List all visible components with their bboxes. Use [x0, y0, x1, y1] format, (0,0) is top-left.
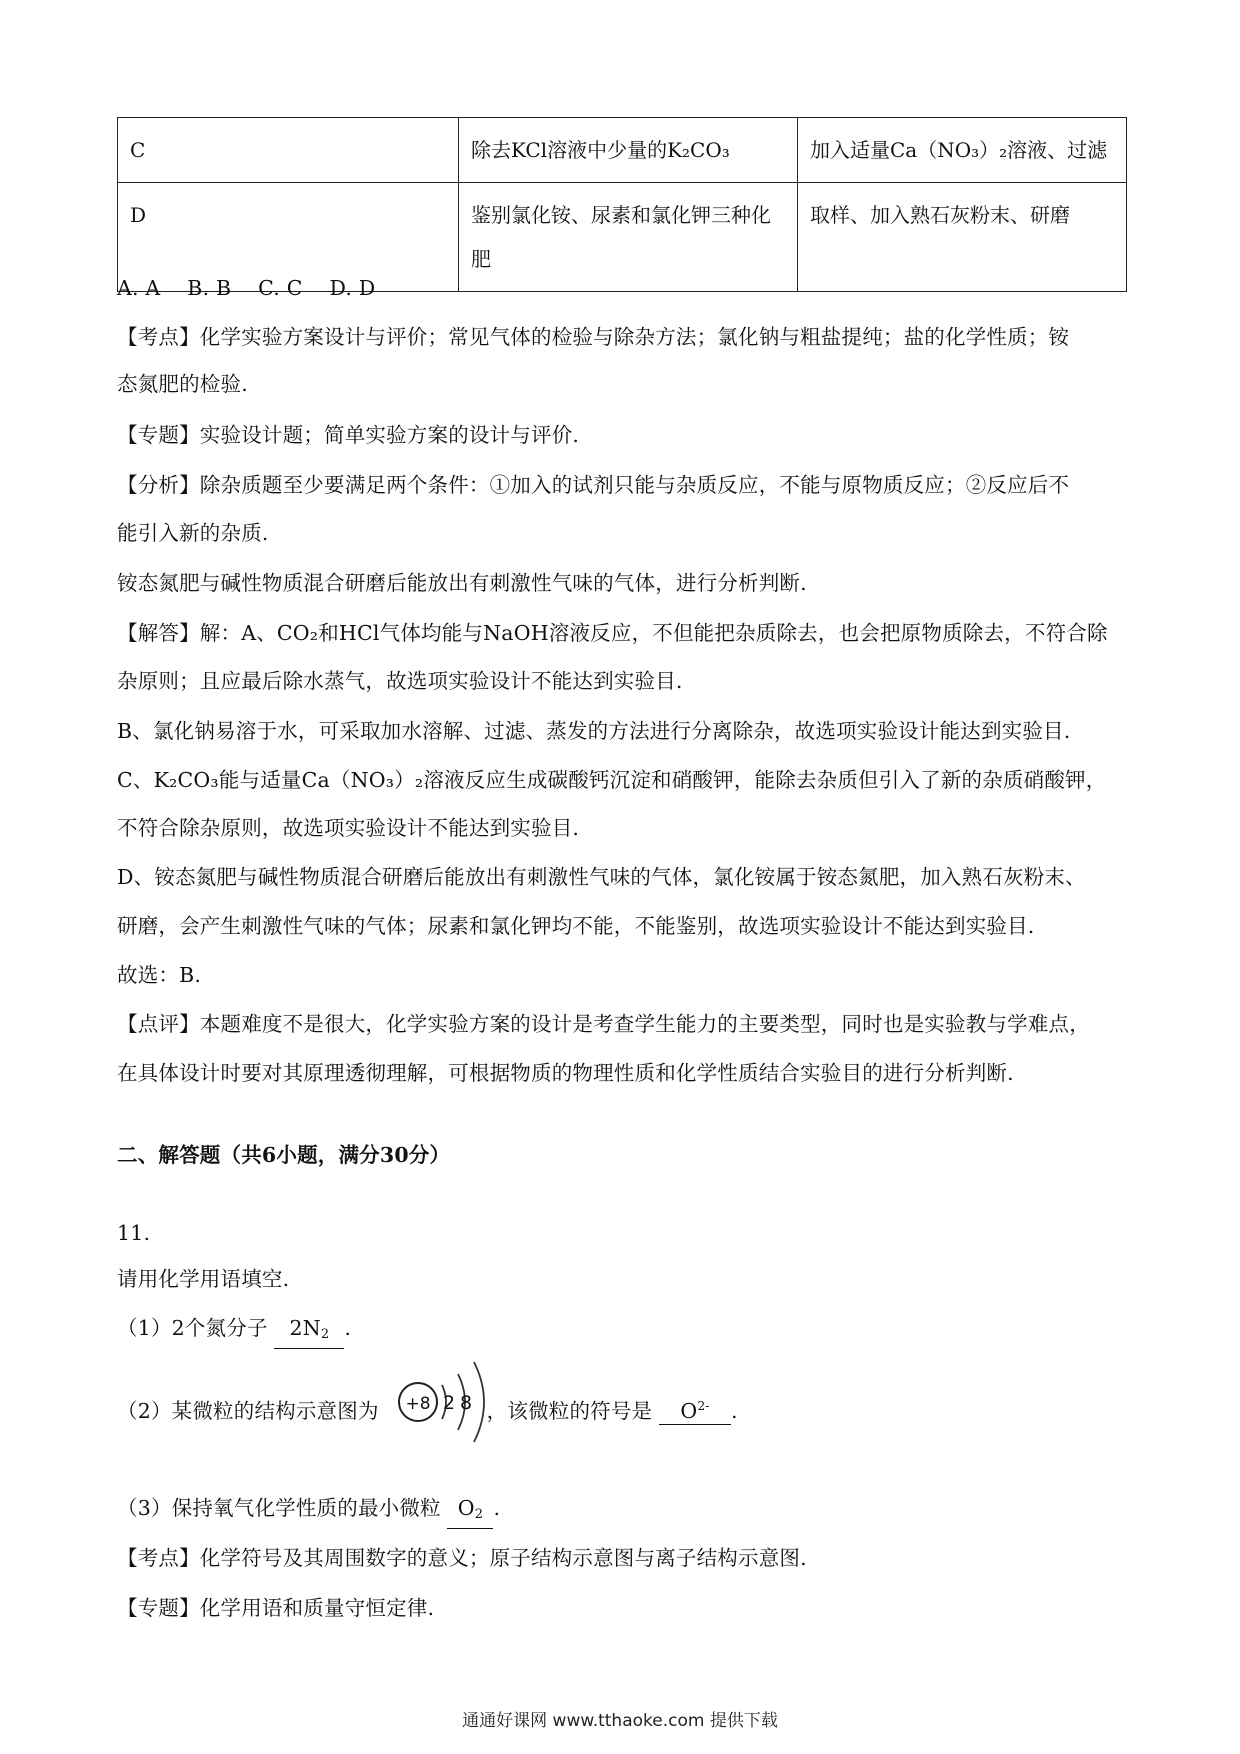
fenxi-line: 能引入新的杂质. — [117, 521, 269, 545]
row-method: 取样、加入熟石灰粉末、研磨 — [798, 183, 1127, 292]
row-label: D — [118, 183, 459, 292]
jieda-line: 不符合除杂原则，故选项实验设计不能达到实验目. — [117, 816, 580, 840]
period: . — [730, 1399, 738, 1423]
part-3-text: （3）保持氧气化学性质的最小微粒 — [117, 1496, 441, 1520]
answer-text: O — [680, 1399, 698, 1423]
answer-subscript: 2 — [474, 1507, 484, 1522]
jieda-line: 杂原则；且应最后除水蒸气，故选项实验设计不能达到实验目. — [117, 669, 683, 693]
electron-shell-arc — [474, 1362, 484, 1442]
row-goal: 除去KCl溶液中少量的K₂CO₃ — [459, 118, 798, 183]
part-2 — [117, 1393, 1127, 1426]
part-1 — [117, 1313, 1127, 1349]
page-footer: 通通好课网 www.tthaoke.com 提供下载 — [462, 1711, 778, 1731]
kaodian-line: 态氮肥的检验. — [117, 372, 248, 396]
kaodian-line: 【考点】化学符号及其周围数字的意义；原子结构示意图与离子结构示意图. — [117, 1546, 807, 1570]
fenxi-line: 【分析】除杂质题至少要满足两个条件：①加入的试剂只能与杂质反应，不能与原物质反应；②反应后不 — [117, 473, 1070, 497]
part-1-answer — [274, 1315, 344, 1349]
part-2-answer — [659, 1393, 731, 1425]
shell-1-electrons: 2 — [442, 1392, 456, 1414]
part-3 — [117, 1493, 1127, 1529]
kaodian-line: 【考点】化学实验方案设计与评价；常见气体的检验与除杂方法；氯化钠与粗盐提纯；盐的化学性质；铵 — [117, 325, 1070, 349]
zhuanti-line: 【专题】实验设计题；简单实验方案的设计与评价. — [117, 423, 580, 447]
part-2-text: ，该微粒的符号是 — [486, 1399, 653, 1423]
question-stem: 请用化学用语填空. — [117, 1267, 290, 1291]
answer-superscript: 2- — [697, 1399, 710, 1413]
zhuanti-line: 【专题】化学用语和质量守恒定律. — [117, 1596, 435, 1620]
table-row — [118, 118, 1127, 183]
row-goal: 鉴别氯化铵、尿素和氯化钾三种化肥 — [459, 183, 798, 292]
answer-text: O — [457, 1496, 475, 1520]
fenxi-line: 铵态氮肥与碱性物质混合研磨后能放出有刺激性气味的气体，进行分析判断. — [117, 571, 807, 595]
jieda-line: 研磨，会产生刺激性气味的气体；尿素和氯化钾均不能，不能鉴别，故选项实验设计不能达到实验目. — [117, 914, 1035, 938]
part-2-text: （2）某微粒的结构示意图为 — [117, 1399, 379, 1423]
jieda-line: B、氯化钠易溶于水，可采取加水溶解、过滤、蒸发的方法进行分离除杂，故选项实验设计能达到实验目. — [117, 719, 1071, 743]
jieda-line: D、铵态氮肥与碱性物质混合研磨后能放出有刺激性气味的气体，氯化铵属于铵态氮肥，加入熟石灰粉末、 — [117, 865, 1086, 889]
shell-2-electrons: 8 — [459, 1392, 473, 1414]
ion-structure-diagram — [392, 1352, 492, 1452]
answer-line: 故选：B. — [117, 963, 202, 987]
row-label: C — [118, 118, 459, 183]
part-3-answer — [447, 1495, 493, 1529]
question-number: 11. — [117, 1221, 151, 1245]
jieda-line: 【解答】解：A、CO₂和HCl气体均能与NaOH溶液反应，不但能把杂质除去，也会把原物质除去，不符合除 — [117, 621, 1108, 645]
jieda-line: C、K₂CO₃能与适量Ca（NO₃）₂溶液反应生成碳酸钙沉淀和硝酸钾，能除去杂质但引入了新的杂质硝酸钾， — [117, 768, 1107, 792]
options-table — [117, 117, 1127, 292]
answer-subscript: 2 — [320, 1327, 330, 1342]
period: . — [493, 1496, 501, 1520]
nucleus-charge: +8 — [405, 1394, 431, 1414]
part-1-text: （1）2个氮分子 — [117, 1316, 268, 1340]
dianping-line: 【点评】本题难度不是很大，化学实验方案的设计是考查学生能力的主要类型，同时也是实验教与学难点， — [117, 1012, 1090, 1036]
section-title: 二、解答题（共6小题，满分30分） — [117, 1143, 451, 1167]
period: . — [344, 1316, 352, 1340]
dianping-line: 在具体设计时要对其原理透彻理解，可根据物质的物理性质和化学性质结合实验目的进行分析判断. — [117, 1061, 1014, 1085]
answer-choices: A. A B. B C. C D. D — [117, 276, 376, 300]
answer-text: 2N — [289, 1316, 321, 1340]
row-method: 加入适量Ca（NO₃）₂溶液、过滤 — [798, 118, 1127, 183]
